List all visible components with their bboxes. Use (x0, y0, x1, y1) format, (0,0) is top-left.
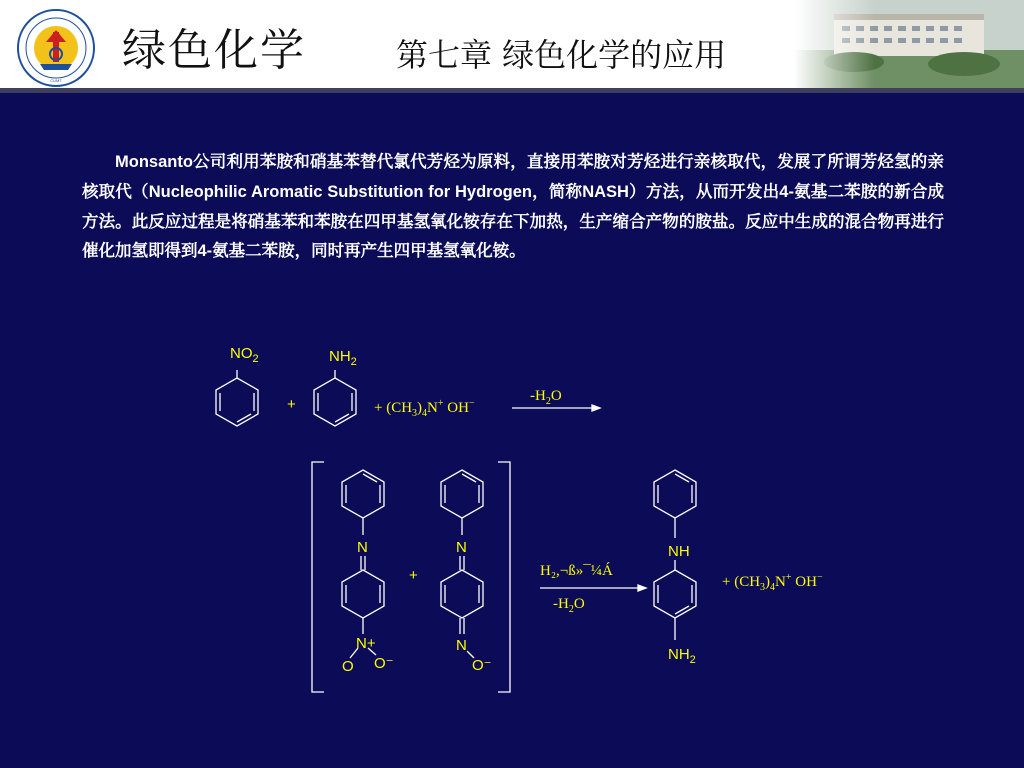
arrow-2-catalyst-label: H₂,¬ß»¯¼Á (540, 563, 613, 579)
paragraph-run: 4- (779, 183, 794, 201)
intermediate-1-oxygen: O (342, 658, 354, 675)
arrow-2-water-label: $-H_2O$ (553, 596, 585, 615)
plus-sign-2: + (409, 567, 418, 584)
intermediate-2-azo-n: N (456, 539, 467, 556)
paragraph-run: Monsanto (115, 153, 193, 171)
intermediate-1-azo-n: N (357, 539, 368, 556)
intermediate-2-n: N (456, 637, 467, 654)
amino-group-label: $NH_2$ (329, 348, 357, 368)
intermediate-2-structure (441, 470, 483, 658)
paragraph-run: ）方法，从而开发出 (628, 182, 780, 201)
product-nh2-label: $NH_2$ (668, 646, 696, 666)
paragraph-run: Nucleophilic Aromatic Substitution for Hydrogen (148, 183, 532, 201)
paragraph-run: 公司利用苯胺和硝基苯替代氯代芳烃为原料，直接用苯胺对芳烃进行亲核取代，发展了所谓芳烃氢的亲核取代（ (82, 152, 944, 201)
paragraph-run: 4- (197, 242, 213, 260)
intermediate-1-n-oxide: N+ (356, 635, 376, 652)
paragraph-run: 氨基二苯胺的新合成方法。此反应过程是将硝基苯和苯胺在四甲基氢氧化铵存在下加热，生产缩合产物的胺盐。反应中生成的混合物再进行催化加氢即得到 (82, 182, 945, 260)
course-title: 绿色化学 (122, 25, 306, 76)
reagent-tmah-1: + $(CH_3)_4N^+$ OH− (374, 398, 475, 419)
chapter-title: 第七章 绿色化学的应用 (396, 36, 727, 74)
paragraph-run: ，简称 (532, 182, 583, 201)
paragraph-run: 氨基二苯胺，同时再产生四甲基氢氧化铵。 (212, 241, 526, 260)
arrow-1-label: $-H_2O$ (530, 388, 562, 407)
nitrobenzene-structure (216, 370, 258, 426)
right-bracket (498, 462, 510, 692)
paragraph-run: NASH (582, 183, 629, 201)
nitro-group-label: $NO_2$ (230, 345, 259, 365)
intermediate-2-oxide-anion: O⁻ (472, 657, 492, 674)
plus-sign-1: + (287, 396, 296, 413)
left-bracket (312, 462, 324, 692)
aniline-structure (314, 370, 356, 426)
reagent-tmah-2: + $(CH_3)_4N^+$ OH− (722, 572, 823, 593)
svg-text:CUMT: CUMT (50, 78, 62, 83)
intermediate-1-oxide-anion: O⁻ (374, 655, 394, 672)
product-nh-label: NH (668, 543, 690, 560)
intermediate-1-structure (342, 470, 384, 658)
